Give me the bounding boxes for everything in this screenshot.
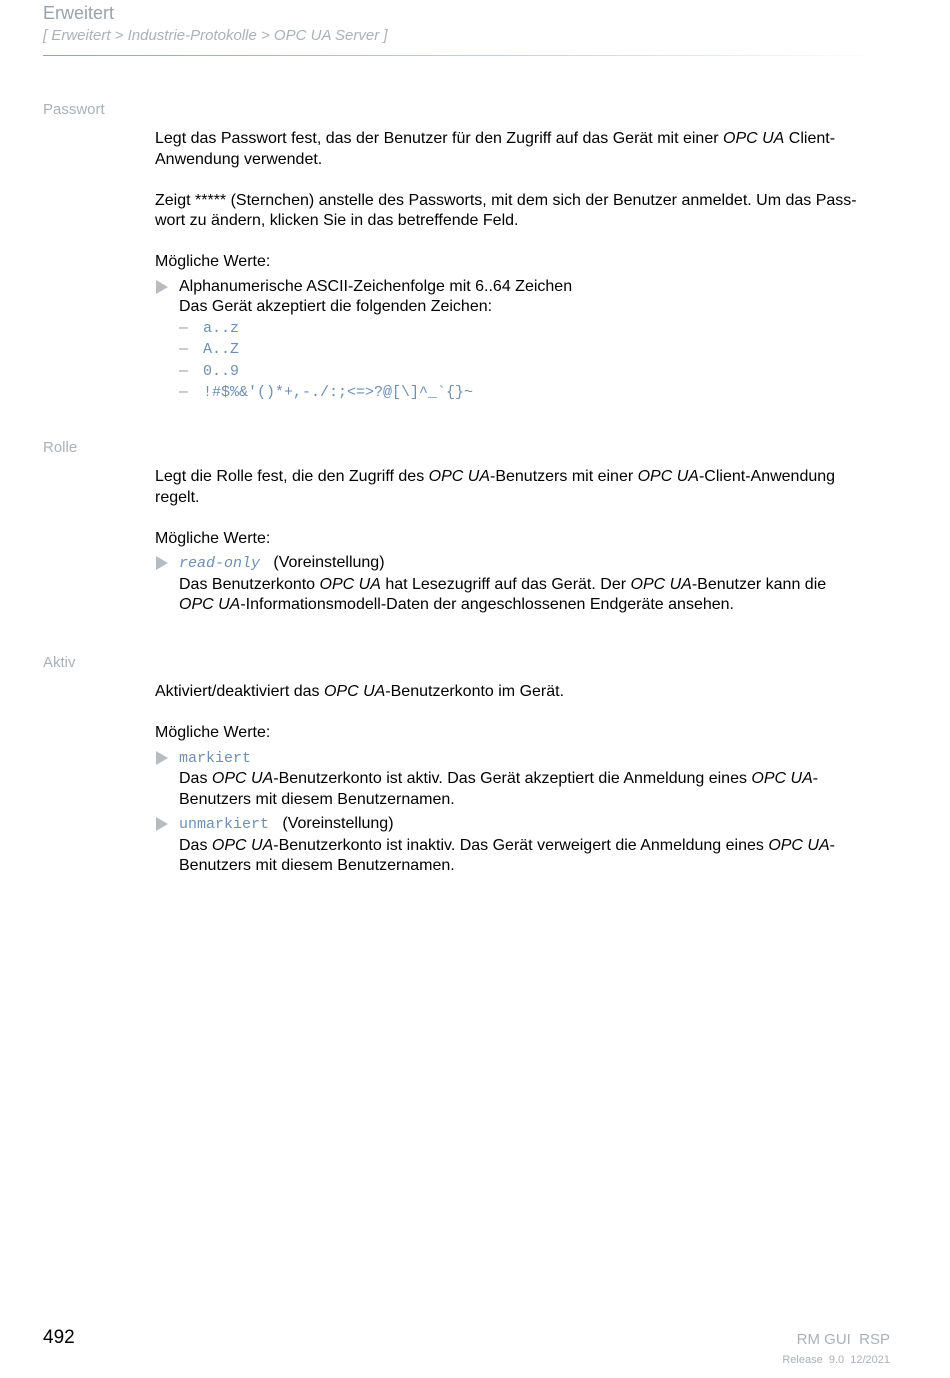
values-heading: Mögliche Werte: (155, 253, 271, 270)
section-aktiv (155, 682, 895, 877)
paragraph: Legt das Passwort fest, das der Benutzer für den Zugriff auf das Gerät mit einer OPC UA Client- (155, 130, 836, 147)
triangle-bullet-icon (156, 751, 168, 765)
section-label-passwort: Passwort (43, 101, 105, 118)
breadcrumb: [ Erweitert > Industrie-Protokolle > OPC UA Server ] (43, 27, 388, 44)
char-range-item: – 0..9 (179, 361, 240, 380)
section-label-aktiv: Aktiv (43, 654, 76, 671)
triangle-bullet-icon (156, 556, 168, 570)
values-heading: Mögliche Werte: (155, 529, 271, 547)
header-divider (43, 55, 883, 56)
values-heading: Mögliche Werte: (155, 724, 271, 741)
section-rolle (155, 467, 895, 616)
value-code: read-only (179, 555, 261, 572)
paragraph: wort zu ändern, klicken Sie in das betreffende Feld. (155, 212, 519, 229)
paragraph: Aktiviert/deaktiviert das OPC UA-Benutzerkonto im Gerät. (155, 683, 565, 700)
list-item: unmarkiert (Voreinstellung) Das OPC UA-Benutzerkonto ist inaktiv. Das Gerät verweigert die Anmeldung eines OPC UA- Benutzers mit diesem Benutzernamen. (155, 814, 895, 877)
paragraph: Zeigt ***** (Sternchen) anstelle des Passworts, mit dem sich der Benutzer anmeldet. Um das Pass- (155, 191, 857, 209)
paragraph: Legt die Rolle fest, die den Zugriff des OPC UA-Benutzers mit einer OPC UA-Client-Anwendung (155, 468, 836, 485)
footer-release: Release 9.0 12/2021 (782, 1354, 890, 1366)
footer-product: RM GUI RSP (796, 1331, 890, 1348)
paragraph: regelt. (155, 488, 200, 506)
list-item: Alphanumerische ASCII-Zeichenfolge mit 6..64 Zeichen Das Gerät akzeptiert die folgenden Zeichen: – a..z – A..Z – 0..9 – !#$%&'()*+,-./:;<=>?@[\]^_`{}~ (155, 277, 895, 404)
triangle-bullet-icon (156, 817, 168, 831)
char-range-item: – a..z (179, 318, 240, 337)
char-range-item: – !#$%&'()*+,-./:;<=>?@[\]^_`{}~ (179, 383, 474, 401)
page-number: 492 (43, 1327, 75, 1348)
value-code: markiert (179, 749, 252, 767)
value-code: unmarkiert (179, 816, 270, 833)
char-range-item: – A..Z (179, 340, 240, 358)
header-title: Erweitert (43, 3, 115, 23)
list-item: read-only (Voreinstellung) Das Benutzerkonto OPC UA hat Lesezugriff auf das Gerät. Der OPC UA-Benutzer kann die OPC UA-Informationsmodell-Daten der angeschlossenen Endgeräte ansehen. (155, 553, 895, 616)
list-item: markiert Das OPC UA-Benutzerkonto ist aktiv. Das Gerät akzeptiert die Anmeldung eines OPC UA- Benutzers mit diesem Benutzernamen. (155, 748, 895, 811)
section-passwort (155, 129, 895, 404)
triangle-bullet-icon (156, 280, 168, 294)
section-label-rolle: Rolle (43, 439, 78, 456)
paragraph: Anwendung verwendet. (155, 150, 323, 168)
